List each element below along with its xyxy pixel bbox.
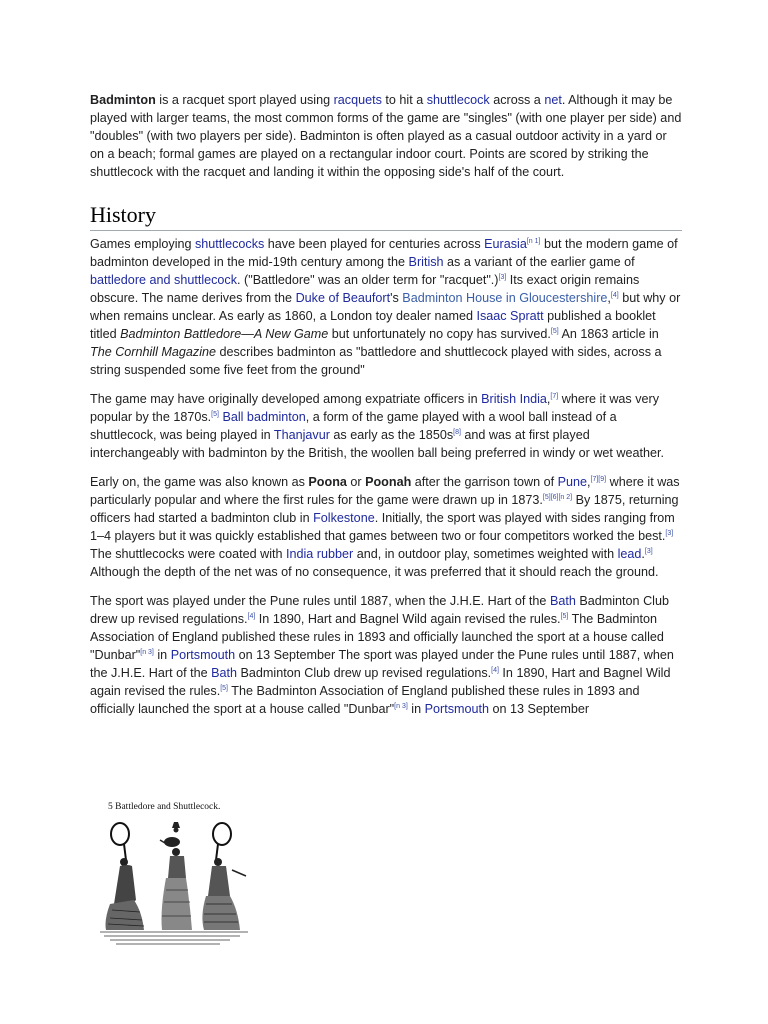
shuttlecock-icon [172,822,180,833]
footnote-ref[interactable]: [3] [644,547,653,555]
footnote-ref[interactable]: [5][6][n 2] [542,493,573,501]
link-duke-of-beaufort[interactable]: Duke of Beaufort [295,291,391,305]
footnote-ref[interactable]: [n 1] [526,237,541,245]
history-paragraph-1: Games employing shuttlecocks have been played for centuries across Eurasia[n 1] but the modern game of badminton developed in the mid-19th century among the British as a variant of the earlier game of battledore and shuttlecock. ("Battledore" was an older term for "racquet".)[3] Its exact origin remains obscure. The name derives from the Duke of Beaufort's Badminton House in Gloucestershire,[4] but why or when remains unclear. As early as 1860, a London toy dealer named Isaac Spratt published a booklet titled Badminton Battledore—A New Game but unfortunately no copy has survived.[5] An 1863 article in The Cornhill Magazine describes badminton as "battledore and shuttlecock played with sides, across a string suspended some five feet from the ground" [90,237,681,377]
link-folkestone[interactable]: Folkestone [313,511,375,525]
middle-player-figure [160,837,192,930]
history-heading: History [90,202,682,231]
book-title: Badminton Battledore—A New Game [120,327,329,341]
footnote-ref[interactable]: [8] [453,428,461,436]
link-bath[interactable]: Bath [549,594,576,608]
battledore-illustration[interactable] [100,800,248,948]
footnote-ref[interactable]: [5] [550,327,559,335]
link-british[interactable]: British [408,255,444,269]
left-player-figure [106,823,145,930]
link-battledore[interactable]: battledore and shuttlecock [90,273,238,287]
link-bath[interactable]: Bath [211,666,238,680]
link-portsmouth[interactable]: Portsmouth [424,702,489,716]
figure-caption: 5 Battledore and Shuttlecock. [108,802,221,812]
footnote-ref[interactable]: [5] [560,612,569,620]
link-shuttlecocks[interactable]: shuttlecocks [195,237,265,251]
bold-poona: Poona [308,475,347,489]
footnote-ref[interactable]: [7] [550,392,559,400]
history-paragraph-3: Early on, the game was also known as Poona or Poonah after the garrison town of Pune,[7][9] where it was particularly popular and where the first rules for the game were drawn up in 1873.[5][6][n 2] By 1875, returning officers had started a badminton club in Folkestone. Initially, the sport was played with sides ranging from 1–4 players but it was quickly established that games between two or four competitors worked the best.[3] The shuttlecocks were coated with India rubber and, in outdoor play, sometimes weighted with lead.[3] Although the depth of the net was of no consequence, it was preferred that it should reach the ground. [90,475,680,579]
link-thanjavur[interactable]: Thanjavur [273,428,330,442]
bold-term: Badminton [90,93,156,107]
footnote-ref[interactable]: [3] [498,273,507,281]
history-paragraph-4: The sport was played under the Pune rules until 1887, when the J.H.E. Hart of the Bath Badminton Club drew up revised regulations.[4] In 1890, Hart and Bagnel Wild again revised the rules.[5] The Badminton Association of England published these rules in 1893 and officially launched the sport at a house called "Dunbar"[n 3] in Portsmouth on 13 September The sport was played under the Pune rules until 1887, when the J.H.E. Hart of the Bath Badminton Club drew up revised regulations.[4] In 1890, Hart and Bagnel Wild again revised the rules.[5] The Badminton Association of England published these rules in 1893 and officially launched the sport at a house called "Dunbar"[n 3] in Portsmouth on 13 September [90,594,674,716]
link-racquets[interactable]: racquets [333,93,382,107]
link-shuttlecock[interactable]: shuttlecock [426,93,490,107]
battledore-players-image [100,800,248,948]
magazine-title: The Cornhill Magazine [90,345,216,359]
footnote-ref[interactable]: [7][9] [590,475,607,483]
link-eurasia[interactable]: Eurasia [484,237,527,251]
footnote-ref[interactable]: [n 3] [140,648,154,656]
link-pune[interactable]: Pune [557,475,588,489]
footnote-ref[interactable]: [4] [491,666,499,674]
link-portsmouth[interactable]: Portsmouth [170,648,236,662]
footnote-ref[interactable]: [4] [610,291,619,299]
link-india-rubber[interactable]: India rubber [286,547,354,561]
link-british-india[interactable]: British India [481,392,547,406]
footnote-ref[interactable]: [5] [220,684,229,692]
footnote-ref[interactable]: [n 3] [394,702,408,710]
footnote-ref[interactable]: [5] [211,410,219,418]
link-lead[interactable]: lead [617,547,642,561]
intro-paragraph: Badminton is a racquet sport played using racquets to hit a shuttlecock across a net. Although it may be played with larger teams, the most common forms of the game are "singles" (with one player per side) and "doubles" (with two players per side). Badminton is often played as a casual outdoor activity in a yard or on a beach; formal games are played on a rectangular indoor court. Points are scored by striking the shuttlecock with the racquet and landing it within the opposing side's half of the court. [90,93,682,179]
footnote-ref[interactable]: [4] [247,612,256,620]
link-isaac-spratt[interactable]: Isaac Spratt [476,309,544,323]
article-body [90,91,682,718]
link-net[interactable]: net [544,93,562,107]
right-player-figure [202,823,246,930]
footnote-ref[interactable]: [3] [665,529,674,537]
link-ball-badminton[interactable]: Ball badminton [222,410,306,424]
bold-poonah: Poonah [365,475,412,489]
history-paragraph-2: The game may have originally developed among expatriate officers in British India,[7] where it was very popular by the 1870s.[5] Ball badminton, a form of the game played with a wool ball instead of a shuttlecock, was being played in Thanjavur as early as the 1850s[8] and was at first played interchangeably with badminton by the British, the woollen ball being preferred in windy or wet weather. [90,392,665,460]
link-badminton-house[interactable]: Badminton House in Gloucestershire [402,291,608,305]
